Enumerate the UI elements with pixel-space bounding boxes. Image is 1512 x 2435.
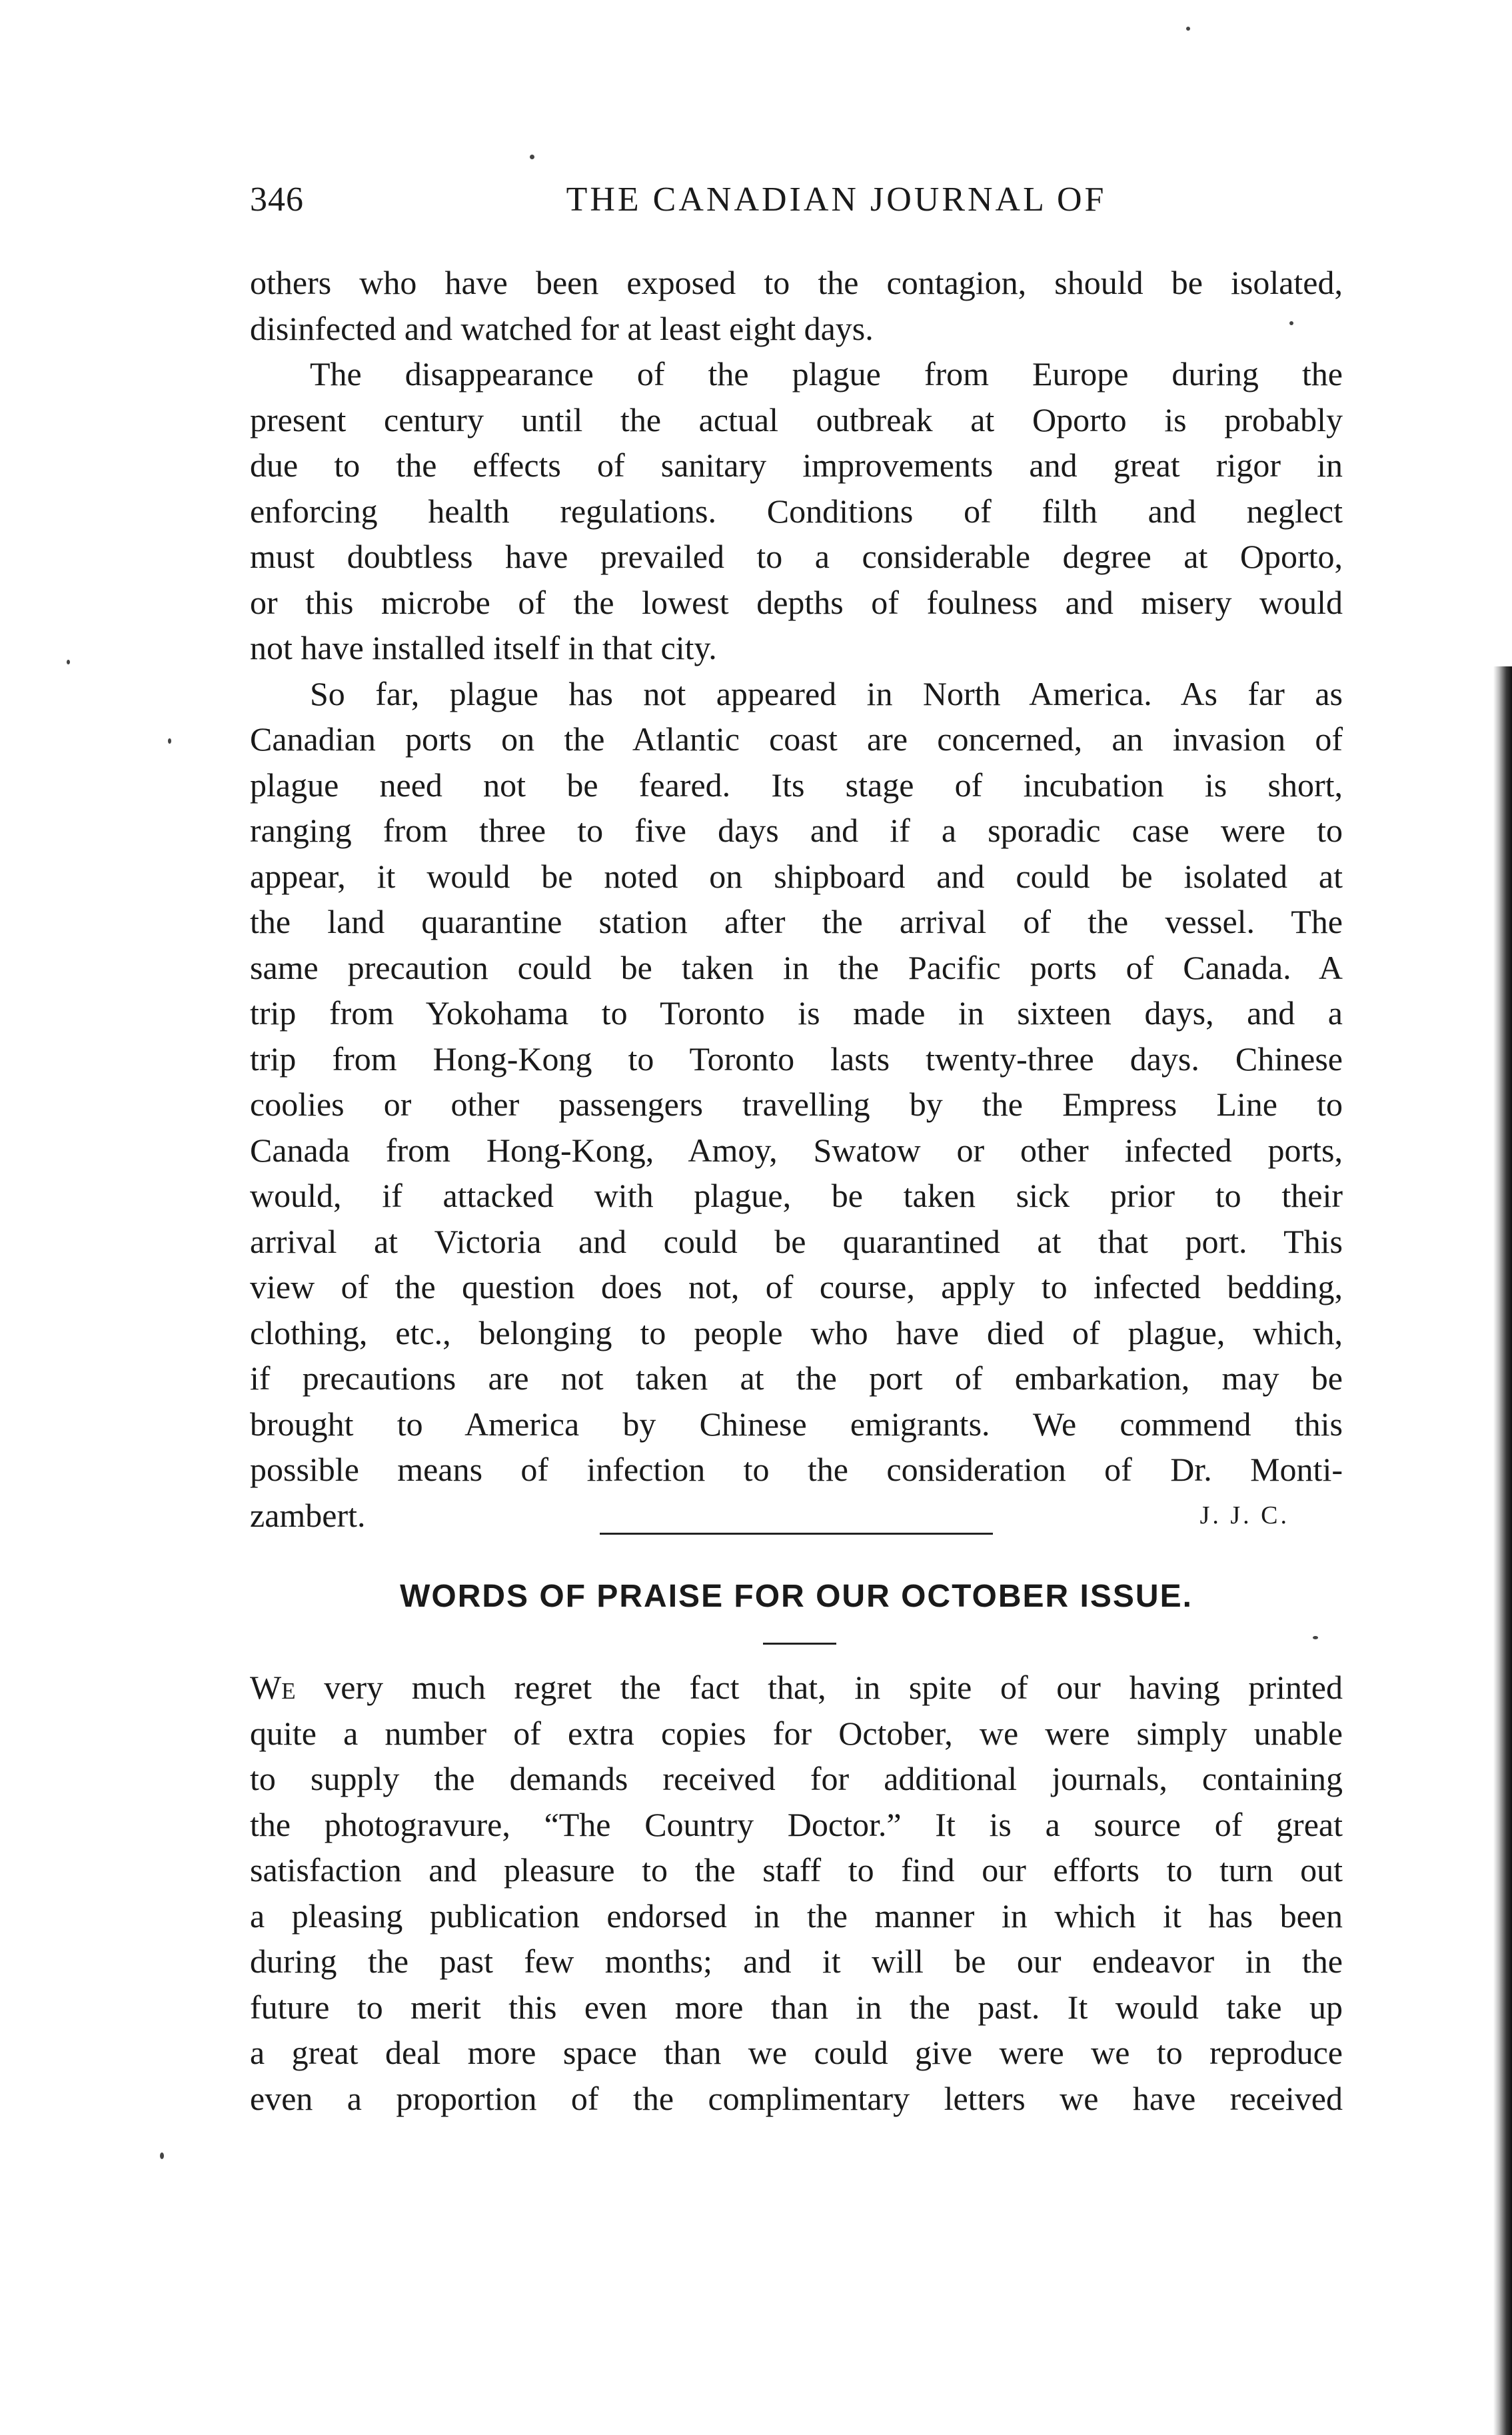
page-number: 346	[250, 181, 304, 219]
text-line: even a proportion of the complimentary letters we have received	[250, 2079, 1343, 2117]
text-line: Canadian ports on the Atlantic coast are concerned, an invasion of	[250, 720, 1343, 758]
text-line: to supply the demands received for additional journals, containing	[250, 1760, 1343, 1797]
text-line: same precaution could be taken in the Pacific ports of Canada. A	[250, 948, 1343, 986]
text-line: clothing, etc., belonging to people who have died of plague, which,	[250, 1313, 1343, 1351]
section-divider-rule	[600, 1533, 993, 1535]
text-line: not have installed itself in that city.	[250, 629, 717, 666]
author-initials: J. J. C.	[1199, 1501, 1289, 1529]
text-line: the land quarantine station after the arrival of the vessel. The	[250, 903, 1343, 940]
text-line: if precautions are not taken at the port of embarkation, may be	[250, 1359, 1343, 1397]
text-line: trip from Hong-Kong to Toronto lasts twenty-three days. Chinese	[250, 1040, 1343, 1078]
text-line: must doubtless have prevailed to a considerable degree at Oporto,	[250, 538, 1343, 575]
article-body-plague	[250, 260, 1343, 1538]
text-line: a great deal more space than we could give were we to reproduce	[250, 2034, 1343, 2071]
text-line: future to merit this even more than in the past. It would take up	[250, 1988, 1343, 2026]
text-line: Canada from Hong-Kong, Amoy, Swatow or other infected ports,	[250, 1131, 1343, 1169]
text-line: others who have been exposed to the contagion, should be isolated,	[250, 264, 1343, 301]
binding-edge-shadow	[1493, 666, 1512, 2435]
text-line: arrival at Victoria and could be quarantined at that port. This	[250, 1222, 1343, 1260]
text-line: would, if attacked with plague, be taken sick prior to their	[250, 1177, 1343, 1214]
text-line: appear, it would be noted on shipboard and could be isolated at	[250, 857, 1343, 895]
text-line: plague need not be feared. Its stage of incubation is short,	[250, 766, 1343, 804]
text-line: coolies or other passengers travelling by the Empress Line to	[250, 1086, 1343, 1123]
text-line: the photogravure, “The Country Doctor.” It is a source of great	[250, 1805, 1343, 1843]
text-line: disinfected and watched for at least eight days.	[250, 309, 874, 347]
text-line: The disappearance of the plague from Europe during the	[310, 355, 1343, 393]
first-line-text: very much regret the fact that, in spite of our having printed	[295, 1669, 1343, 1706]
text-line: enforcing health regulations. Conditions of filth and neglect	[250, 492, 1343, 530]
heading-underline-rule	[763, 1643, 836, 1645]
text-line: quite a number of extra copies for October, we were simply unable	[250, 1714, 1343, 1752]
text-line: brought to America by Chinese emigrants. We commend this	[250, 1405, 1343, 1443]
article-body-praise	[250, 1665, 1343, 2121]
text-line-end: zambert.	[250, 1496, 366, 1534]
text-line: view of the question does not, of course, apply to infected bedding,	[250, 1268, 1343, 1305]
scan-speck	[168, 738, 171, 744]
signature-line	[250, 1493, 1343, 1539]
text-line: during the past few months; and it will be our endeavor in the	[250, 1943, 1343, 1980]
text-line: satisfaction and pleasure to the staff to find our efforts to turn out	[250, 1851, 1343, 1889]
scan-speck	[160, 2152, 164, 2159]
text-line-first	[250, 1665, 1343, 1711]
text-line: ranging from three to five days and if a sporadic case were to	[250, 812, 1343, 849]
scan-speck	[530, 155, 534, 159]
text-line: or this microbe of the lowest depths of foulness and misery would	[250, 583, 1343, 621]
scan-speck	[67, 660, 70, 664]
section-heading: WORDS OF PRAISE FOR OUR OCTOBER ISSUE.	[400, 1579, 1193, 1614]
text-line: a pleasing publication endorsed in the manner in which it has been	[250, 1897, 1343, 1935]
scan-speck	[1313, 1636, 1318, 1639]
text-line: due to the effects of sanitary improvements and great rigor in	[250, 446, 1343, 484]
text-line: trip from Yokohama to Toronto is made in sixteen days, and a	[250, 994, 1343, 1032]
text-line: possible means of infection to the consideration of Dr. Monti-	[250, 1451, 1343, 1488]
scan-speck	[1186, 27, 1190, 31]
page-header	[250, 180, 1343, 233]
text-line: present century until the actual outbreak at Oporto is probably	[250, 401, 1343, 438]
scan-speck	[1289, 321, 1293, 325]
lead-word: We	[250, 1669, 296, 1706]
text-line: So far, plague has not appeared in North America. As far as	[310, 674, 1343, 712]
running-title: THE CANADIAN JOURNAL OF	[566, 181, 1107, 219]
